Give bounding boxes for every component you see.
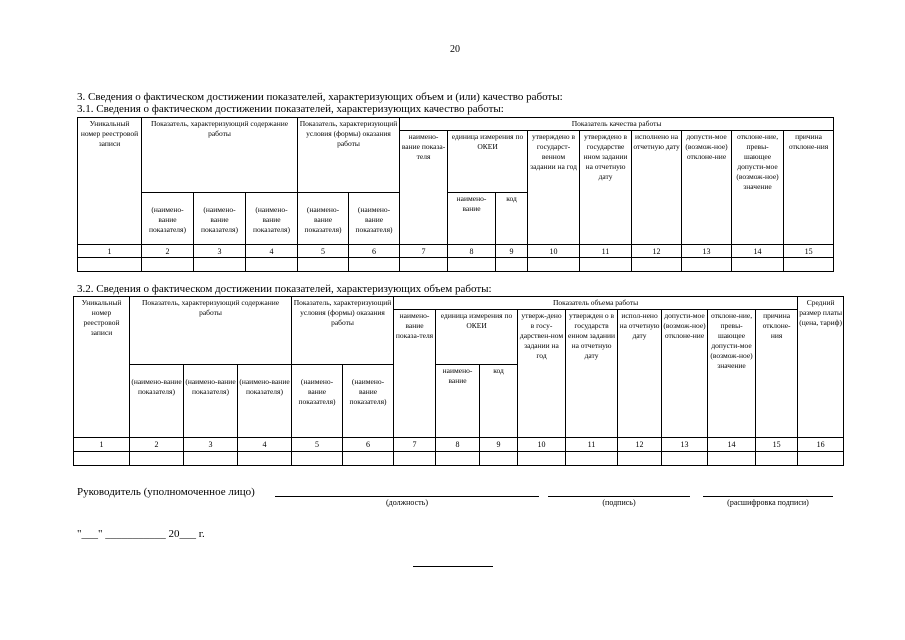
column-number: 2 [142, 245, 194, 258]
column-number: 3 [184, 438, 238, 452]
name-of-indicator: (наимено-вание показателя) [184, 365, 238, 438]
col-unit-code: код [480, 365, 518, 438]
data-cell[interactable] [528, 258, 580, 272]
column-number: 5 [292, 438, 343, 452]
name-of-indicator: (наимено-вание показателя) [343, 365, 394, 438]
section-3-2-title: 3.2. Сведения о фактическом достижении показателей, характеризующих объем работы: [77, 283, 492, 295]
name-of-indicator: (наимено-вание показателя) [246, 193, 298, 245]
data-cell[interactable] [349, 258, 400, 272]
column-number: 6 [343, 438, 394, 452]
column-number: 2 [130, 438, 184, 452]
col-unique-number: Уникальный номер реестровой записи [78, 118, 142, 245]
column-number: 12 [618, 438, 662, 452]
col-unit-name: наимено-вание [436, 365, 480, 438]
column-number: 15 [784, 245, 834, 258]
page-number: 20 [450, 44, 460, 55]
column-number: 8 [436, 438, 480, 452]
data-cell[interactable] [238, 452, 292, 466]
volume-table [73, 296, 844, 466]
col-unit-name: наимено-вание [448, 193, 496, 245]
column-number: 7 [394, 438, 436, 452]
data-cell[interactable] [194, 258, 246, 272]
col-content-indicator: Показатель, характеризующий содержание работы [142, 118, 298, 193]
col-condition-indicator: Показатель, характеризующий условия (формы) оказания работы [292, 297, 394, 365]
column-number: 10 [528, 245, 580, 258]
column-number: 15 [756, 438, 798, 452]
column-number: 11 [580, 245, 632, 258]
position-line[interactable] [275, 496, 539, 497]
column-number: 8 [448, 245, 496, 258]
col-indicator-name: наимено-вание показа-теля [394, 310, 436, 438]
data-cell[interactable] [784, 258, 834, 272]
column-number: 12 [632, 245, 682, 258]
data-cell[interactable] [74, 452, 130, 466]
quality-table [77, 117, 834, 272]
quality-indicator-header: Показатель качества работы [400, 118, 834, 131]
data-cell[interactable] [682, 258, 732, 272]
col-allowed-deviation: допусти-мое (возмож-ное) отклоне-ние [662, 310, 708, 438]
col-allowed-deviation: допусти-мое (возмож-ное) отклоне-ние [682, 131, 732, 245]
data-cell[interactable] [496, 258, 528, 272]
name-of-indicator: (наимено-вание показателя) [238, 365, 292, 438]
data-cell[interactable] [798, 452, 844, 466]
col-unit: единица измерения по ОКЕИ [436, 310, 518, 365]
column-number: 1 [78, 245, 142, 258]
column-number: 13 [682, 245, 732, 258]
data-cell[interactable] [292, 452, 343, 466]
data-cell[interactable] [708, 452, 756, 466]
data-cell[interactable] [184, 452, 238, 466]
section-3-title: 3. Сведения о фактическом достижении показателей, характеризующих объем и (или) качество работы: [77, 91, 563, 103]
column-number: 13 [662, 438, 708, 452]
col-approved-date: утвержден о в государств енном задании на отчетную дату [566, 310, 618, 438]
data-cell[interactable] [78, 258, 142, 272]
column-number: 4 [246, 245, 298, 258]
data-cell[interactable] [756, 452, 798, 466]
signature-lead-label: Руководитель (уполномоченное лицо) [77, 486, 255, 498]
data-cell[interactable] [343, 452, 394, 466]
data-cell[interactable] [662, 452, 708, 466]
column-number: 5 [298, 245, 349, 258]
data-cell[interactable] [142, 258, 194, 272]
data-cell[interactable] [632, 258, 682, 272]
col-executed: испол-нено на отчетную дату [618, 310, 662, 438]
decode-line[interactable] [703, 496, 833, 497]
data-cell[interactable] [618, 452, 662, 466]
name-of-indicator: (наимено-вание показателя) [142, 193, 194, 245]
name-of-indicator: (наимено-вание показателя) [194, 193, 246, 245]
data-cell[interactable] [246, 258, 298, 272]
data-cell[interactable] [394, 452, 436, 466]
col-unique-number: Уникальный номер реестровой записи [74, 297, 130, 438]
data-cell[interactable] [400, 258, 448, 272]
data-cell[interactable] [566, 452, 618, 466]
column-number: 11 [566, 438, 618, 452]
data-cell[interactable] [436, 452, 480, 466]
column-number: 3 [194, 245, 246, 258]
name-of-indicator: (наимено-вание показателя) [298, 193, 349, 245]
column-number: 9 [480, 438, 518, 452]
footnote-separator [413, 566, 493, 567]
position-caption: (должность) [386, 498, 428, 507]
name-of-indicator: (наимено-вание показателя) [349, 193, 400, 245]
col-indicator-name: наимено-вание показа-теля [400, 131, 448, 245]
data-cell[interactable] [448, 258, 496, 272]
name-of-indicator: (наимено-вание показателя) [292, 365, 343, 438]
col-deviation-exceeding: отклоне-ние, превы-шающее допусти-мое (возмож-ное) значение [732, 131, 784, 245]
col-content-indicator: Показатель, характеризующий содержание работы [130, 297, 292, 365]
col-unit-code: код [496, 193, 528, 245]
col-approved-year: утверждено в государст-венном задании на год [528, 131, 580, 245]
column-number: 7 [400, 245, 448, 258]
signature-line[interactable] [548, 496, 690, 497]
data-cell[interactable] [518, 452, 566, 466]
col-deviation-reason: причина отклоне-ния [784, 131, 834, 245]
volume-indicator-header: Показатель объема работы [394, 297, 798, 310]
col-executed: исполнено на отчетную дату [632, 131, 682, 245]
column-number: 1 [74, 438, 130, 452]
column-number: 9 [496, 245, 528, 258]
signature-caption: (подпись) [602, 498, 636, 507]
column-number: 4 [238, 438, 292, 452]
column-number: 16 [798, 438, 844, 452]
date-line: "___" ___________ 20___ г. [77, 528, 205, 540]
name-of-indicator: (наимено-вание показателя) [130, 365, 184, 438]
column-number: 14 [708, 438, 756, 452]
col-deviation-exceeding: отклоне-ние, превы-шающее допусти-мое (возмож-ное) значение [708, 310, 756, 438]
data-cell[interactable] [130, 452, 184, 466]
data-cell[interactable] [298, 258, 349, 272]
col-approved-year: утверж-дено в госу-дарствен-ном задании на год [518, 310, 566, 438]
column-number: 14 [732, 245, 784, 258]
col-unit: единица измерения по ОКЕИ [448, 131, 528, 193]
col-avg-fee: Средний размер платы (цена, тариф) [798, 297, 844, 438]
section-3-1-title: 3.1. Сведения о фактическом достижении показателей, характеризующих качество работы: [77, 103, 504, 115]
data-cell[interactable] [480, 452, 518, 466]
decode-caption: (расшифровка подписи) [727, 498, 809, 507]
col-approved-date: утверждено в государстве нном задании на отчетную дату [580, 131, 632, 245]
column-number: 10 [518, 438, 566, 452]
col-condition-indicator: Показатель, характеризующий условия (формы) оказания работы [298, 118, 400, 193]
data-cell[interactable] [732, 258, 784, 272]
col-deviation-reason: причина отклоне-ния [756, 310, 798, 438]
column-number: 6 [349, 245, 400, 258]
data-cell[interactable] [580, 258, 632, 272]
